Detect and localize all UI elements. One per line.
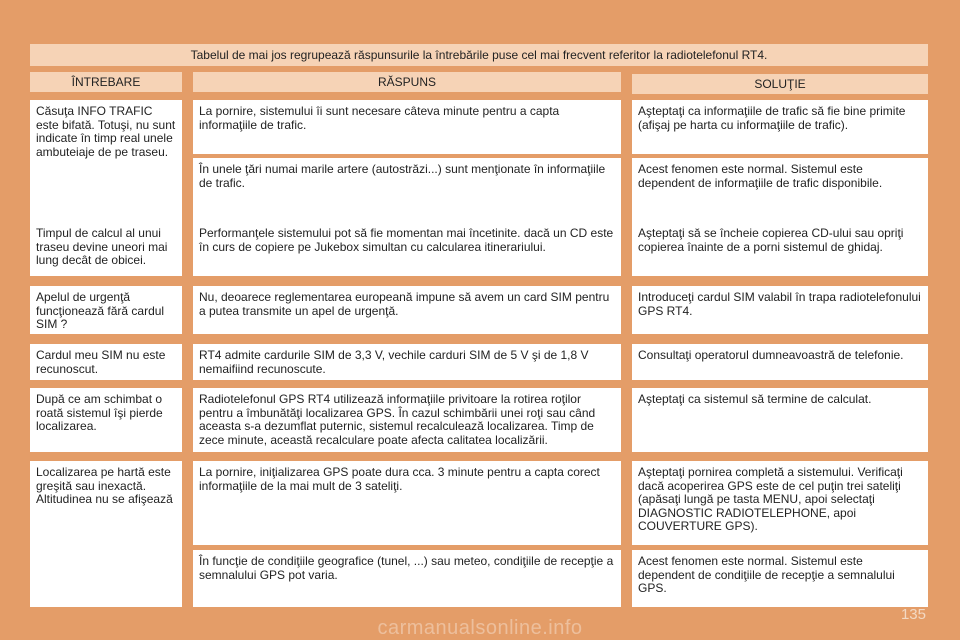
intro-banner: Tabelul de mai jos regrupează răspunsurile la întrebările puse cel mai frecvent referitor la radiotelefonul RT4. <box>30 44 928 66</box>
answer-cell-5: RT4 admite cardurile SIM de 3,3 V, vechile carduri SIM de 5 V şi de 1,8 V nemaifiind recunoscute. <box>193 344 621 380</box>
solution-cell-5: Consultaţi operatorul dumneavoastră de telefonie. <box>632 344 928 380</box>
solution-cell-7: Aşteptaţi pornirea completă a sistemului. Verificaţi dacă acoperirea GPS este de cel puţin trei sateliţi (apăsaţi lungă pe tasta MENU, apoi selectaţi DIAGNOSTIC RADIOTELEPHONE, apoi COUVERTURE GPS). <box>632 461 928 545</box>
question-cell-5: Cardul meu SIM nu este recunoscut. <box>30 344 182 380</box>
page-number: 135 <box>900 606 926 623</box>
answer-cell-1: La pornire, sistemului îi sunt necesare câteva minute pentru a capta informaţiile de trafic. <box>193 100 621 154</box>
answer-cell-4: Nu, deoarece reglementarea europeană impune să avem un card SIM pentru a putea transmite un apel de urgenţă. <box>193 286 621 334</box>
question-cell-3: Timpul de calcul al unui traseu devine uneori mai lung decât de obicei. <box>30 222 182 276</box>
answer-cell-7: La pornire, iniţializarea GPS poate dura cca. 3 minute pentru a capta corect informaţiile de la mai mult de 3 sateliţi. <box>193 461 621 545</box>
question-cell-1: Căsuţa INFO TRAFIC este bifată. Totuşi, nu sunt indicate în timp real unele ambuteiaje de pe traseu. <box>30 100 182 244</box>
answer-cell-2: În unele ţări numai marile artere (autostrăzi...) sunt menţionate în informaţiile de trafic. <box>193 158 621 244</box>
solution-cell-6: Aşteptaţi ca sistemul să termine de calculat. <box>632 388 928 452</box>
question-cell-7: Localizarea pe hartă este greşită sau inexactă. Altitudinea nu se afişează <box>30 461 182 607</box>
answer-cell-6: Radiotelefonul GPS RT4 utilizează informaţiile privitoare la rotirea roţilor pentru a îmbunătăţi localizarea GPS. În cazul schimbării unei roţi sau când aceasta s-a dezumflat puternic, sistemul recalculează localizarea. Timp de zece minute, această recalculare poate afecta calitatea localizării. <box>193 388 621 452</box>
solution-cell-2: Acest fenomen este normal. Sistemul este dependent de informaţiile de trafic disponibile. <box>632 158 928 244</box>
solution-cell-8: Acest fenomen este normal. Sistemul este dependent de condiţiile de recepţie a semnalului GPS. <box>632 550 928 607</box>
answer-cell-8: În funcţie de condiţiile geografice (tunel, ...) sau meteo, condiţiile de recepţie a semnalului GPS pot varia. <box>193 550 621 607</box>
solution-cell-3: Aşteptaţi să se încheie copierea CD-ului sau opriţi copierea înainte de a porni sistemul de ghidaj. <box>632 222 928 276</box>
solution-cell-1: Aşteptaţi ca informaţiile de trafic să fie bine primite (afişaj pe harta cu informaţiile de trafic). <box>632 100 928 154</box>
header-solution: SOLUŢIE <box>632 74 928 94</box>
answer-cell-3: Performanţele sistemului pot să fie momentan mai încetinite. dacă un CD este în curs de copiere pe Jukebox simultan cu calcularea itinerariului. <box>193 222 621 276</box>
solution-cell-4: Introduceţi cardul SIM valabil în trapa radiotelefonului GPS RT4. <box>632 286 928 334</box>
watermark: carmanualsonline.info <box>377 617 583 639</box>
header-question: ÎNTREBARE <box>30 72 182 92</box>
question-cell-4: Apelul de urgenţă funcţionează fără cardul SIM ? <box>30 286 182 334</box>
question-cell-6: După ce am schimbat o roată sistemul îşi pierde localizarea. <box>30 388 182 452</box>
header-answer: RĂSPUNS <box>193 72 621 92</box>
